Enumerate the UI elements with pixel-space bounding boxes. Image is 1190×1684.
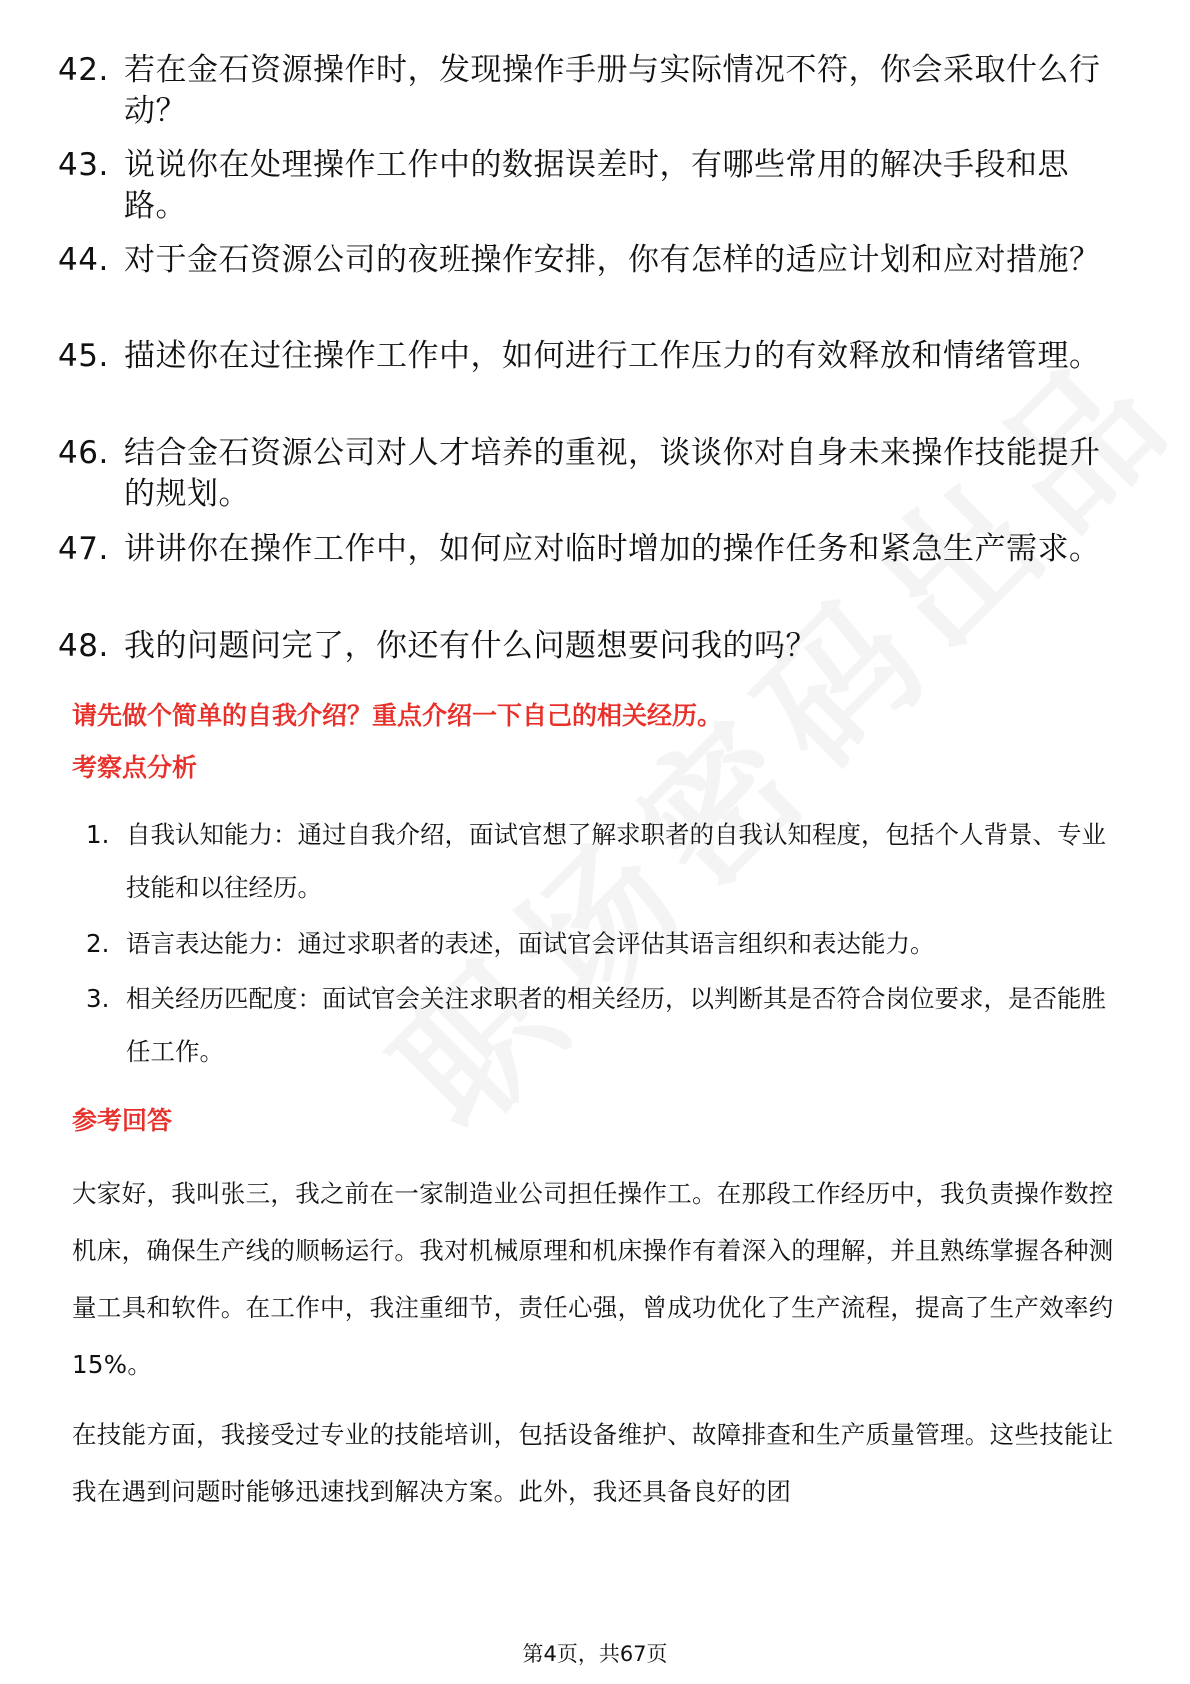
point-text: 自我认知能力：通过自我介绍，面试官想了解求职者的自我认知程度，包括个人背景、专业技能和以往经历。: [126, 820, 1106, 902]
analysis-point-1: [86, 808, 1126, 914]
point-text: 相关经历匹配度：面试官会关注求职者的相关经历，以判断其是否符合岗位要求，是否能胜任工作。: [126, 984, 1106, 1066]
question-text: 对于金石资源公司的夜班操作安排，你有怎样的适应计划和应对措施？: [124, 242, 1101, 278]
analysis-point-2: [86, 917, 1126, 970]
analysis-heading: 考察点分析: [72, 753, 198, 782]
point-text: 语言表达能力：通过求职者的表述，面试官会评估其语言组织和表达能力。: [126, 929, 935, 958]
point-number: 1.: [86, 820, 110, 849]
question-text: 讲讲你在操作工作中，如何应对临时增加的操作任务和紧急生产需求。: [124, 531, 1101, 567]
question-number: 43.: [58, 147, 109, 183]
question-number: 44.: [58, 242, 109, 278]
question-45: [58, 336, 1128, 377]
question-number: 42.: [58, 52, 109, 88]
question-42: [58, 50, 1128, 132]
question-number: 48.: [58, 628, 109, 664]
question-number: 47.: [58, 531, 109, 567]
question-text: 说说你在处理操作工作中的数据误差时，有哪些常用的解决手段和思路。: [124, 147, 1069, 224]
question-46: [58, 433, 1128, 515]
point-number: 3.: [86, 984, 110, 1013]
page-number: 第4页，共67页: [522, 1642, 668, 1666]
question-text: 若在金石资源操作时，发现操作手册与实际情况不符，你会采取什么行动？: [124, 52, 1101, 129]
question-number: 45.: [58, 338, 109, 374]
question-text: 描述你在过往操作工作中，如何进行工作压力的有效释放和情绪管理。: [124, 338, 1101, 374]
analysis-point-3: [86, 972, 1126, 1078]
interview-question-title: 请先做个简单的自我介绍？重点介绍一下自己的相关经历。: [72, 701, 723, 730]
question-44: [58, 240, 1128, 281]
question-43: [58, 145, 1128, 227]
question-number: 46.: [58, 435, 109, 471]
answer-paragraph-2: 在技能方面，我接受过专业的技能培训，包括设备维护、故障排查和生产质量管理。这些技能让我在遇到问题时能够迅速找到解决方案。此外，我还具备良好的团: [72, 1420, 1114, 1506]
answer-paragraph-1: 大家好，我叫张三，我之前在一家制造业公司担任操作工。在那段工作经历中，我负责操作数控机床，确保生产线的顺畅运行。我对机械原理和机床操作有着深入的理解，并且熟练掌握各种测量工具和软件。在工作中，我注重细节，责任心强，曾成功优化了生产流程，提高了生产效率约15%。: [72, 1179, 1114, 1379]
point-number: 2.: [86, 929, 110, 958]
answer-heading: 参考回答: [72, 1106, 173, 1135]
question-47: [58, 529, 1128, 570]
question-text: 我的问题问完了，你还有什么问题想要问我的吗？: [124, 628, 817, 664]
question-text: 结合金石资源公司对人才培养的重视，谈谈你对自身未来操作技能提升的规划。: [124, 435, 1101, 512]
question-48: [58, 626, 1128, 667]
